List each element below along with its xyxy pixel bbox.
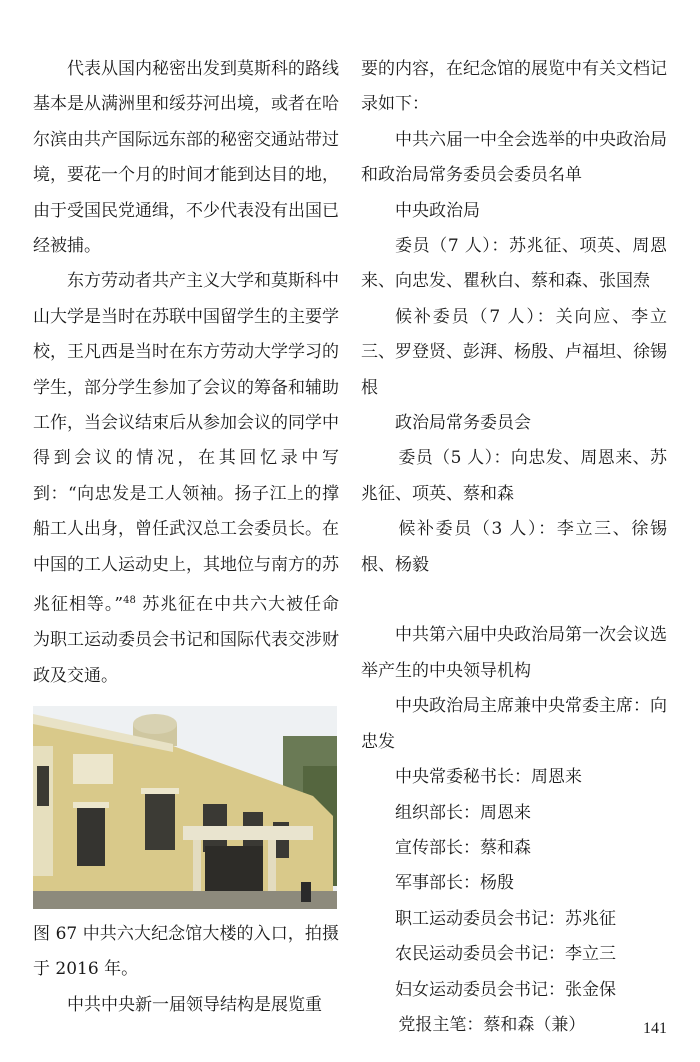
role-party-paper: 党报主笔：蔡和森（兼） bbox=[398, 1014, 586, 1035]
paragraph-universities-text: 东方劳动者共产主义大学和莫斯科中山大学是当时在苏联中国留学生的主要学校，王凡西是当时在东方劳动大学学习的学生，部分学生参加了会议的筹备和辅助工作，当会议结束后从参加会议的同学中得到会议的情况，在其回忆录中写到：“向忠发是工人领袖。扬子江上的撑船工人出身，曾任武汉总工会委员长。在中国的工人运动史上，其地位与南方的苏兆征相等。” bbox=[33, 271, 339, 615]
paragraph-universities bbox=[33, 264, 339, 694]
photo-caption: 图 67 中共六大纪念馆大楼的入口，拍摄于 2016 年。 bbox=[33, 923, 339, 980]
role-women: 妇女运动委员会书记：张金保 bbox=[395, 979, 616, 1000]
role-military: 军事部长：杨殷 bbox=[395, 873, 514, 894]
paragraph-leadership-intro: 中共中央新一届领导结构是展览重 bbox=[67, 994, 322, 1015]
politburo-members: 委员（7 人）：苏兆征、项英、周恩来、向忠发、瞿秋白、蔡和森、张国焘 bbox=[361, 236, 667, 292]
heading-politburo: 中央政治局 bbox=[395, 200, 480, 221]
role-propaganda: 宣传部长：蔡和森 bbox=[395, 837, 531, 858]
left-column bbox=[33, 52, 339, 1023]
footnote-marker: 48 bbox=[123, 595, 136, 607]
building-illustration bbox=[33, 706, 337, 909]
heading-standing-committee: 政治局常务委员会 bbox=[395, 413, 531, 434]
paragraph-continuation: 要的内容，在纪念馆的展览中有关文档记录如下： bbox=[361, 59, 667, 115]
role-peasant: 农民运动委员会书记：李立三 bbox=[395, 944, 616, 965]
role-organization: 组织部长：周恩来 bbox=[395, 802, 531, 823]
paragraph-delegates-route: 代表从国内秘密出发到莫斯科的路线基本是从满洲里和绥芬河出境，或者在哈尔滨由共产国际远东部的秘密交通站带过境，要花一个月的时间才能到达目的地，由于受国民党通缉，不少代表没有出国已经被捕。 bbox=[33, 59, 339, 257]
section-gap bbox=[361, 583, 667, 618]
standing-alternates: 候补委员（3 人）：李立三、徐锡根、杨毅 bbox=[361, 519, 667, 575]
list-title-first-meeting: 中共第六届中央政治局第一次会议选举产生的中央领导机构 bbox=[361, 625, 667, 681]
right-column bbox=[361, 52, 667, 1043]
politburo-alternates: 候补委员（7 人）：关向应、李立三、罗登贤、彭湃、杨殷、卢福坦、徐锡根 bbox=[361, 306, 667, 398]
paragraph-universities-tail: 苏兆征在中共六大被任命为职工运动委员会书记和国际代表交涉财政及交通。 bbox=[33, 594, 339, 686]
standing-members: 委员（5 人）：向忠发、周恩来、苏兆征、项英、蔡和森 bbox=[361, 448, 667, 504]
museum-entrance-photo bbox=[33, 706, 337, 909]
role-secretary-general: 中央常委秘书长：周恩来 bbox=[395, 767, 582, 788]
role-chairman: 中央政治局主席兼中央常委主席：向忠发 bbox=[361, 696, 667, 752]
page-number: 141 bbox=[643, 1020, 667, 1037]
role-labor: 职工运动委员会书记：苏兆征 bbox=[395, 908, 616, 929]
list-title-plenum: 中共六届一中全会选举的中央政治局和政治局常务委员会委员名单 bbox=[361, 129, 667, 186]
